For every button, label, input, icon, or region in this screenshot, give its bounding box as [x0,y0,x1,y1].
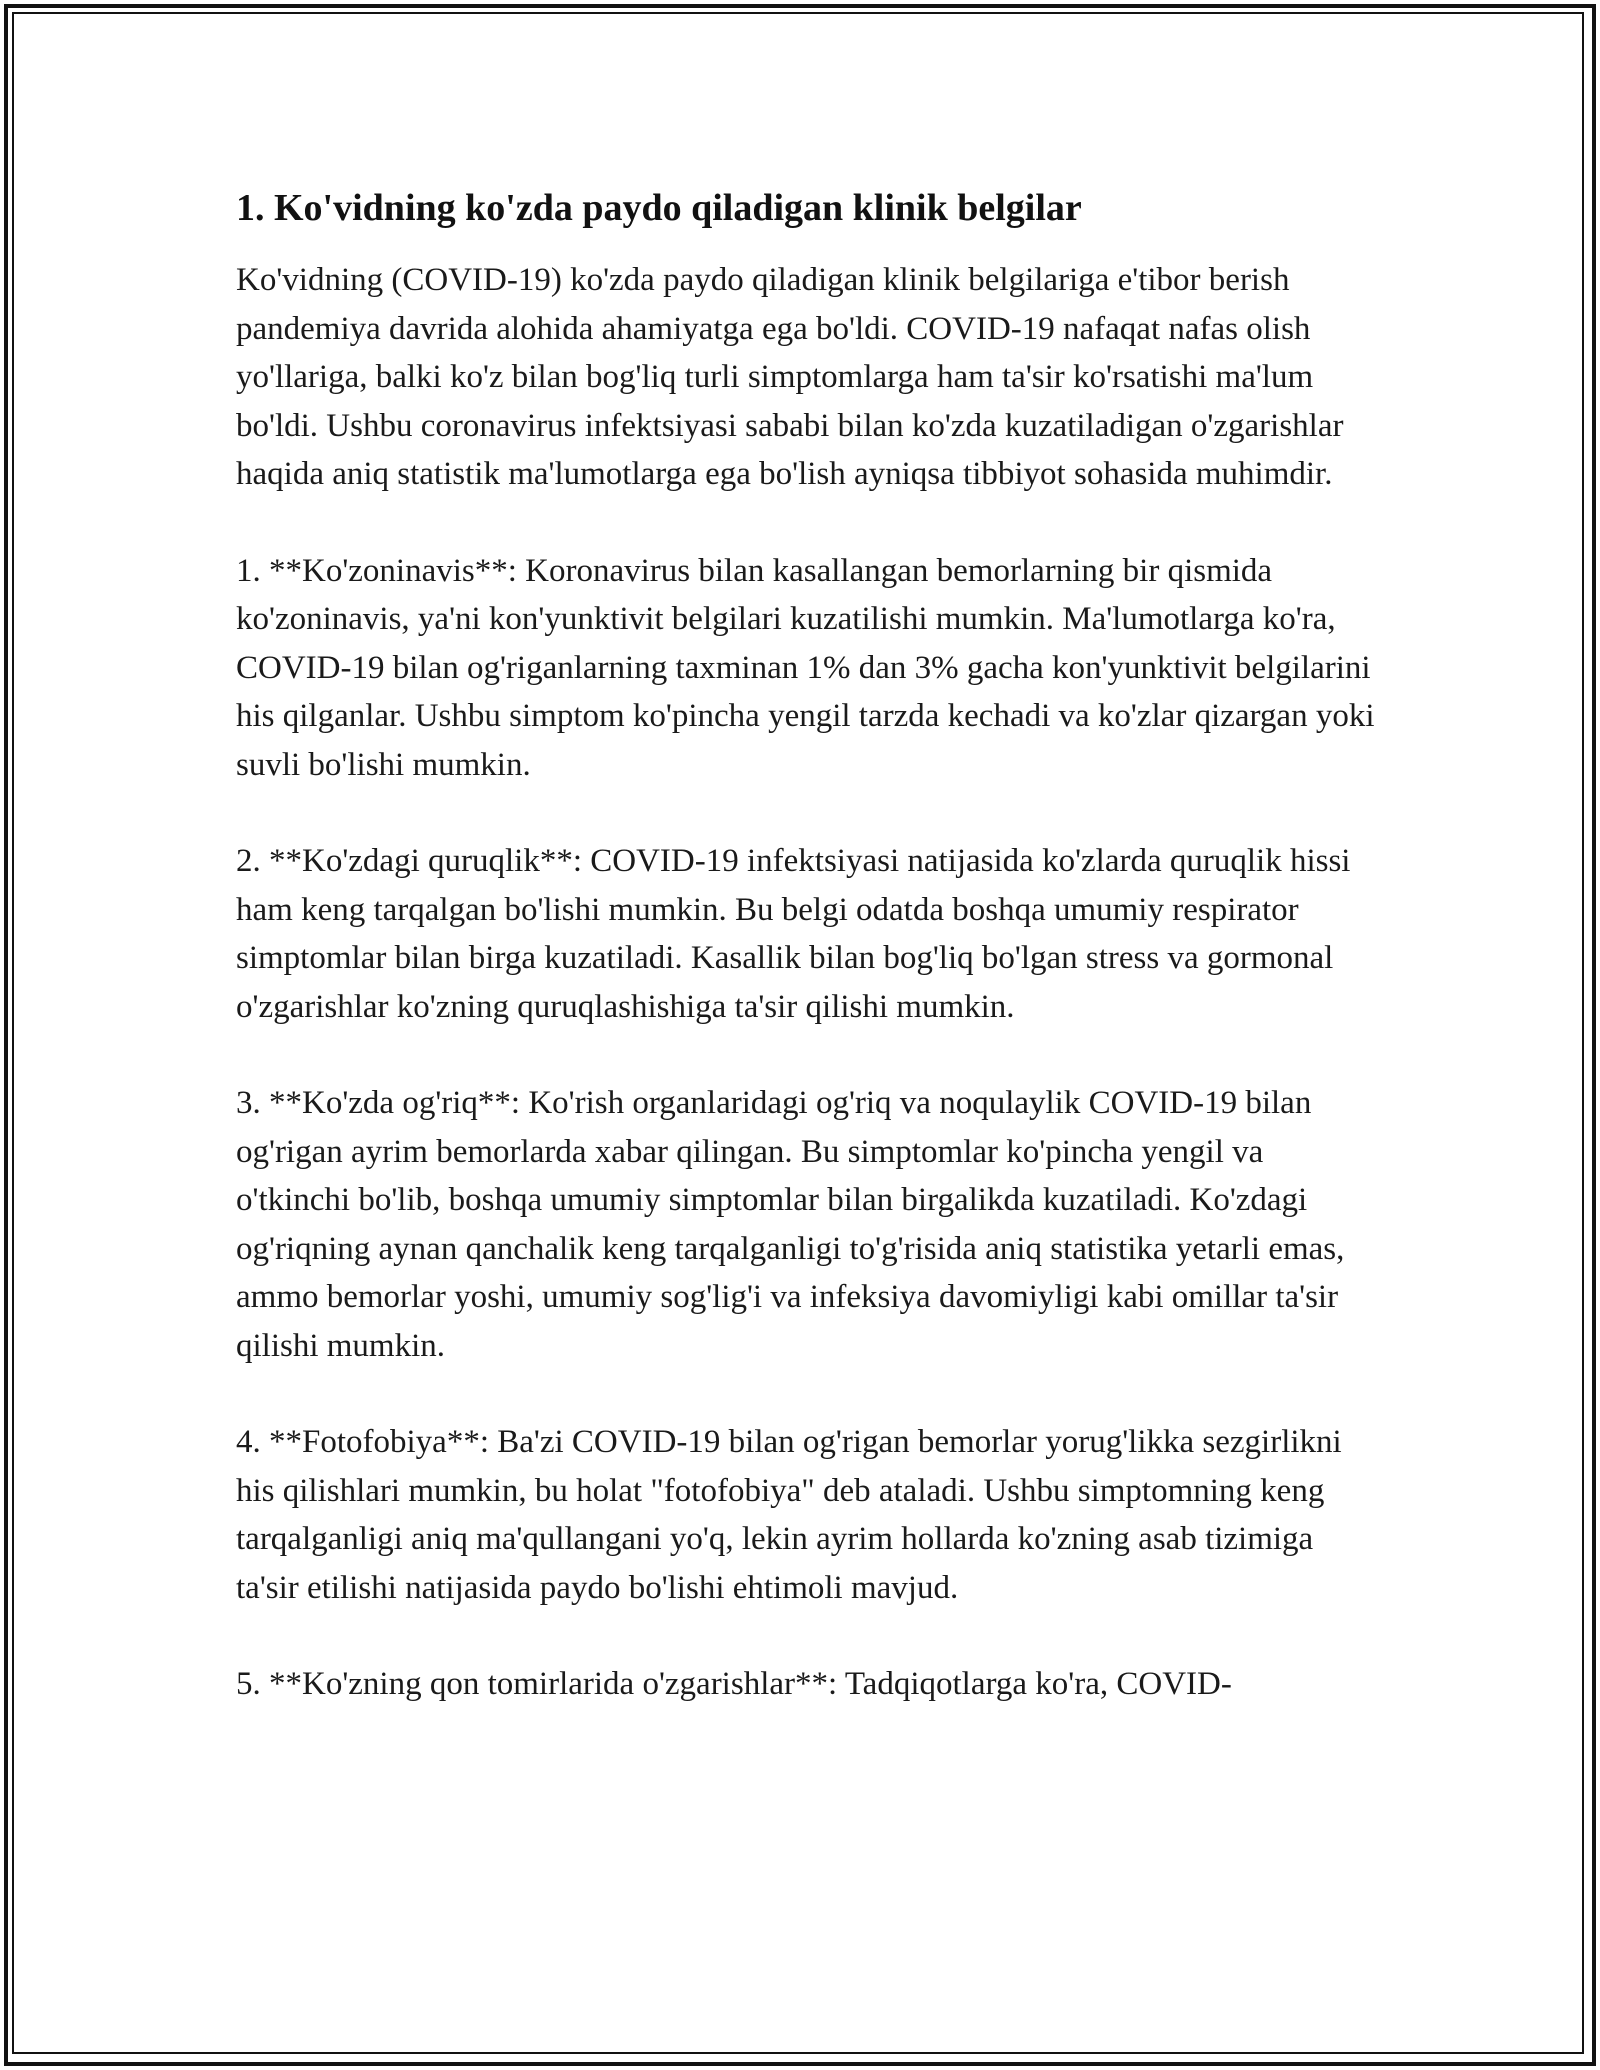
item-photophobia-paragraph: 4. **Fotofobiya**: Ba'zi COVID-19 bilan og'rigan bemorlar yorug'likka sezgirlikni his qilishlari mumkin, bu holat "fotofobiya" deb ataladi. Ushbu simptomning keng tarqalganligi aniq ma'qullangani yo'q, lekin ayrim hollarda ko'zning asab tizimiga ta'sir etilishi natijasida paydo bo'lishi ehtimoli mavjud. [236,1424,1342,1606]
item-blood-vessels-paragraph: 5. **Ko'zning qon tomirlarida o'zgarishlar**: Tadqiqotlarga ko'ra, COVID- [236,1666,1232,1702]
item-conjunctivitis-paragraph: 1. **Ko'zoninavis**: Koronavirus bilan kasallangan bemorlarning bir qismida ko'zoninavis, ya'ni kon'yunktivit belgilari kuzatilishi mumkin. Ma'lumotlarga ko'ra, COVID-19 bilan og'riganlarning taxminan 1% dan 3% gacha kon'yunktivit belgilarini his qilganlar. Ushbu simptom ko'pincha yengil tarzda kechadi va ko'zlar qizargan yoki suvli bo'lishi mumkin. [236,552,1375,783]
item-eye-pain-paragraph: 3. **Ko'zda og'riq**: Ko'rish organlaridagi og'riq va noqulaylik COVID-19 bilan og'rigan ayrim bemorlarda xabar qilingan. Bu simptomlar ko'pincha yengil va o'tkinchi bo'lib, boshqa umumiy simptomlar bilan birgalikda kuzatiladi. Ko'zdagi og'riqning aynan qanchalik keng tarqalganligi to'g'risida aniq statistika yetarli emas, ammo bemorlar yoshi, umumiy sog'lig'i va infeksiya davomiyligi kabi omillar ta'sir qilishi mumkin. [236,1085,1345,1364]
intro-paragraph: Ko'vidning (COVID-19) ko'zda paydo qiladigan klinik belgilariga e'tibor berish pandemiya davrida alohida ahamiyatga ega bo'ldi. COVID-19 nafaqat nafas olish yo'llariga, balki ko'z bilan bog'liq turli simptomlarga ham ta'sir ko'rsatishi ma'lum bo'ldi. Ushbu coronavirus infektsiyasi sababi bilan ko'zda kuzatiladigan o'zgarishlar haqida aniq statistik ma'lumotlarga ega bo'lish ayniqsa tibbiyot sohasida muhimdir. [236,262,1344,492]
section-heading: 1. Ko'vidning ko'zda paydo qiladigan klinik belgilar [236,187,1082,229]
document-body [236,184,1376,1757]
item-dryness-paragraph: 2. **Ko'zdagi quruqlik**: COVID-19 infektsiyasi natijasida ko'zlarda quruqlik hissi ham keng tarqalgan bo'lishi mumkin. Bu belgi odatda boshqa umumiy respirator simptomlar bilan birga kuzatiladi. Kasallik bilan bog'liq bo'lgan stress va gormonal o'zgarishlar ko'zning quruqlashishiga ta'sir qilishi mumkin. [236,843,1351,1025]
